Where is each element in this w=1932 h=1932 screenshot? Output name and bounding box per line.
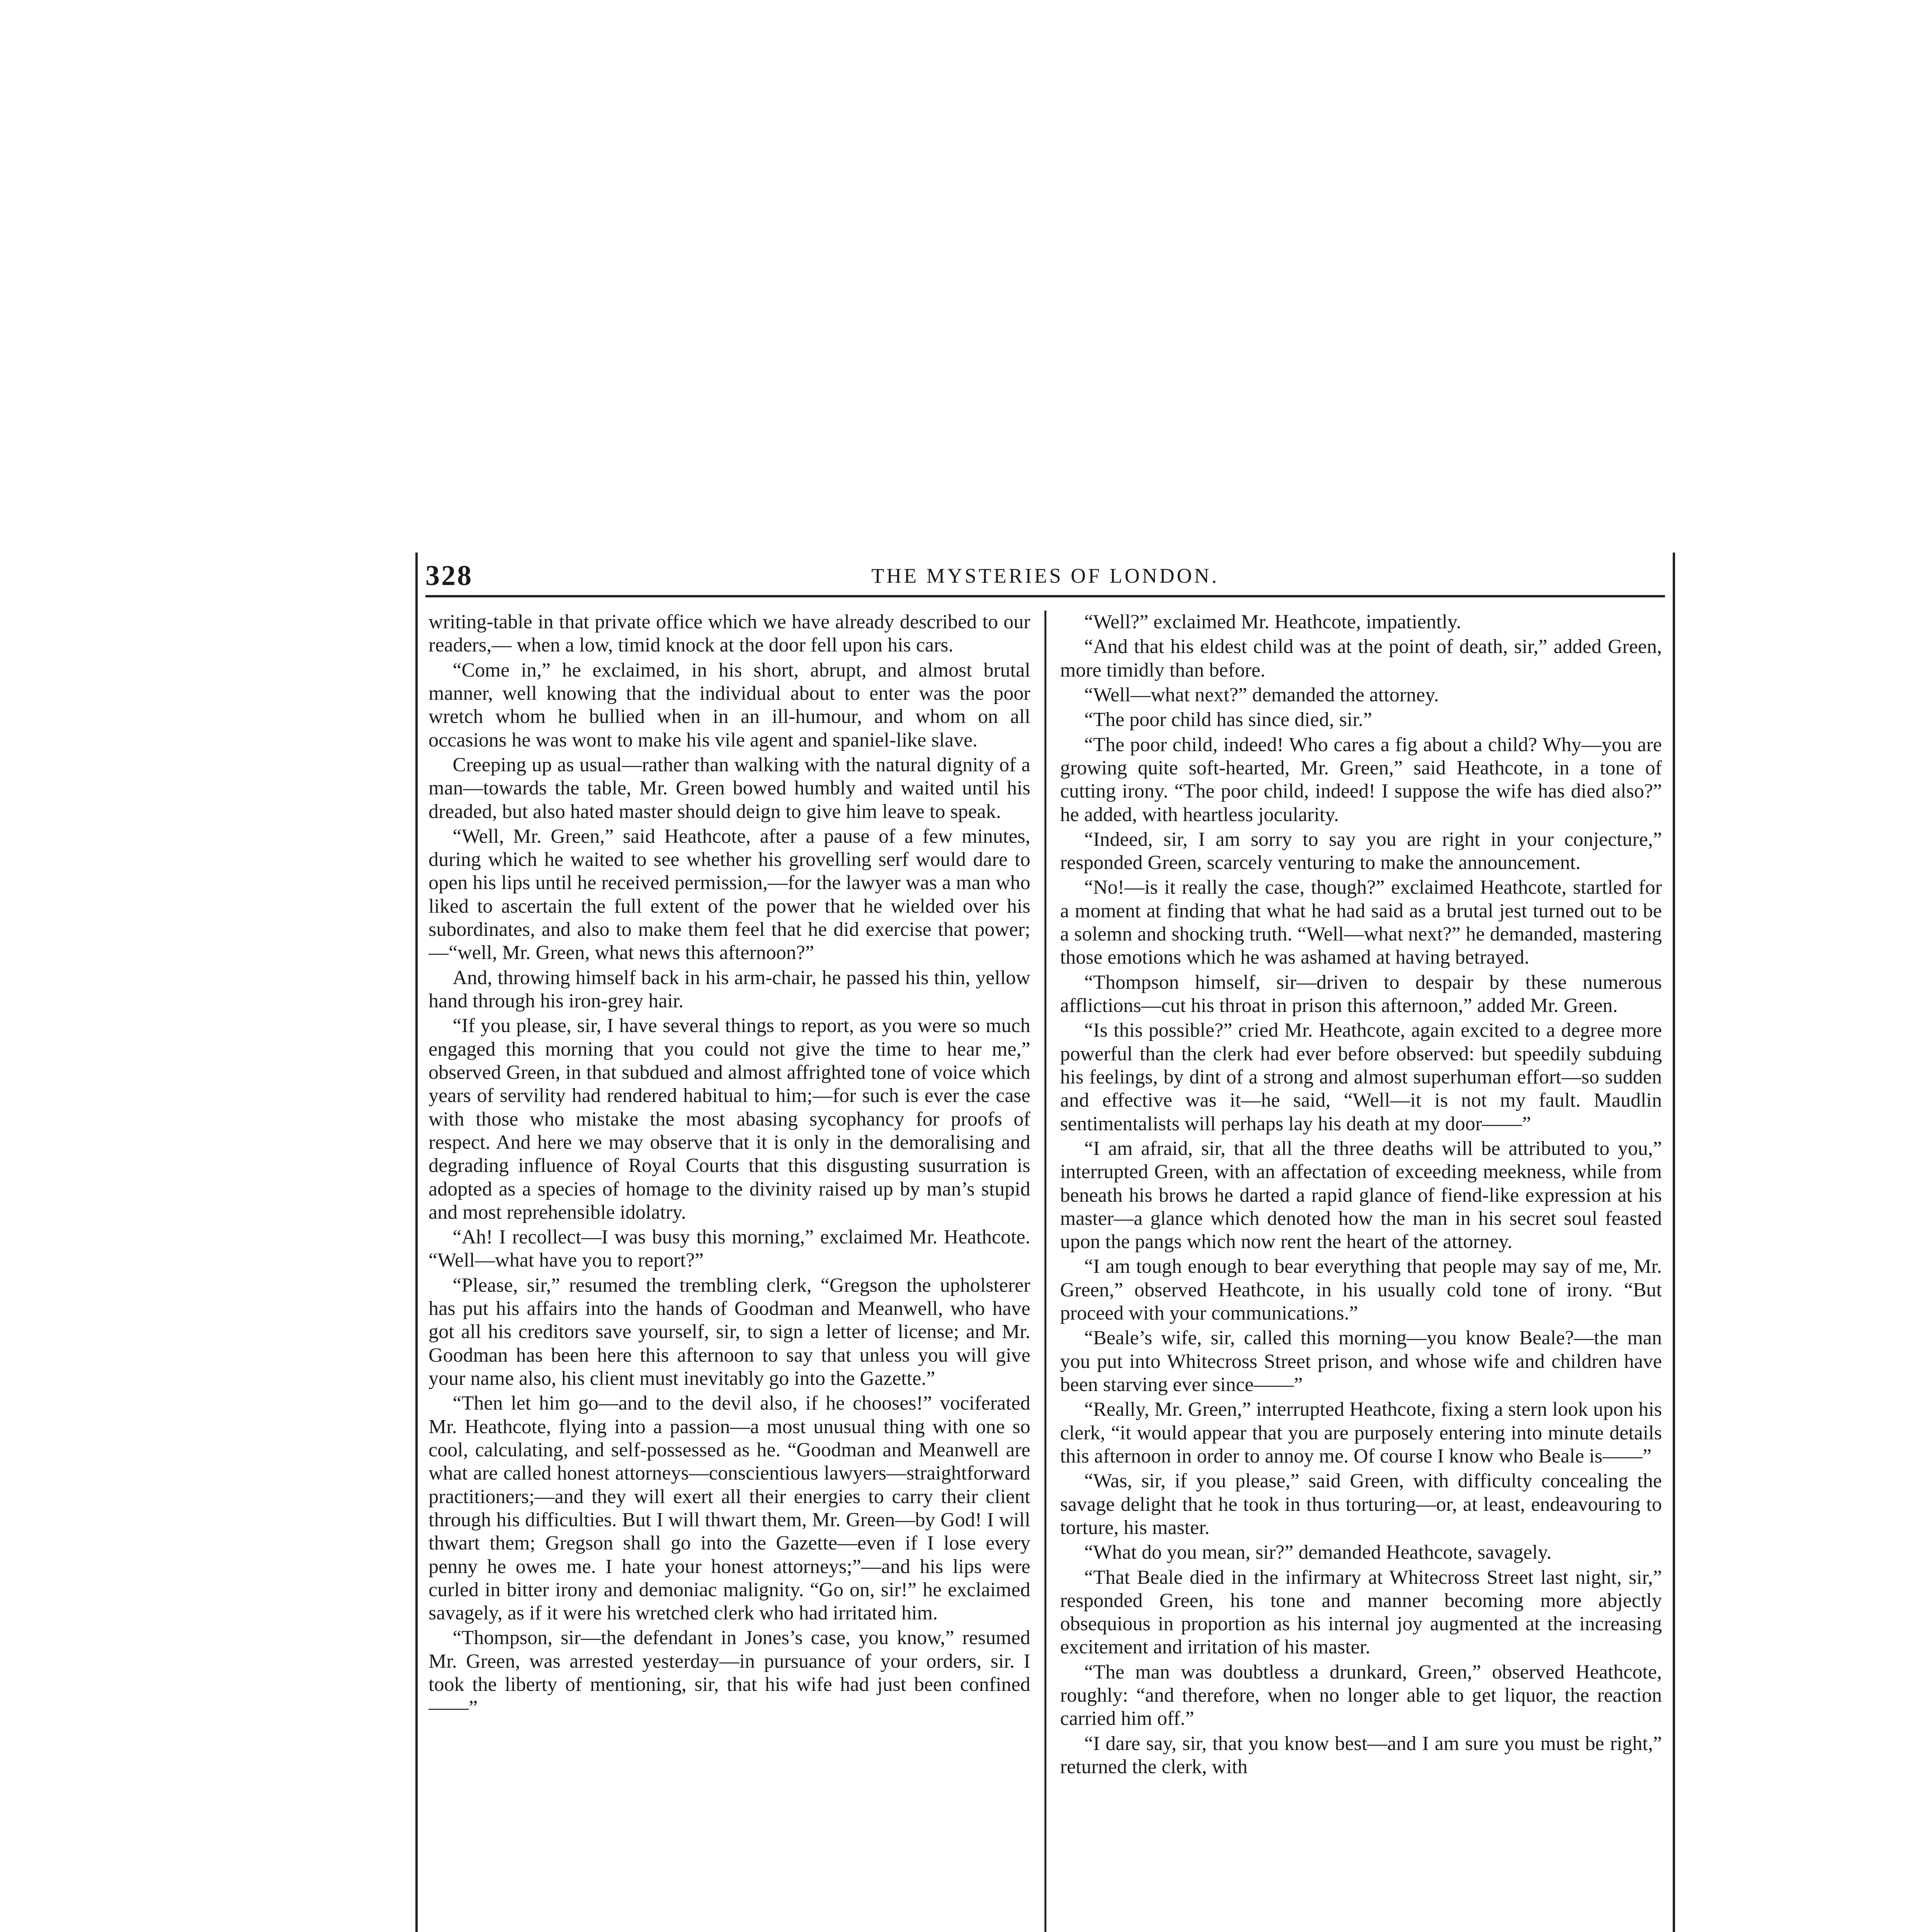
paragraph: “Was, sir, if you please,” said Green, with difficulty concealing the savage delight that he took in thus torturing—or, at least, endeavouring to torture, his master. <box>1060 1470 1662 1539</box>
paragraph: And, throwing himself back in his arm-chair, he passed his thin, yellow hand through his iron-grey hair. <box>429 966 1031 1012</box>
paragraph: “Then let him go—and to the devil also, if he chooses!” vociferated Mr. Heathcote, flying into a passion—a most unusual thing with one so cool, calculating, and self-possessed as he. “Goodman and Meanwell are what are called honest attorneys—conscientious lawyers—straightforward practitioners;—and they will exert all their energies to carry their client through his difficulties. But I will thwart them, Mr. Green—by God! I will thwart them; Gregson shall go into the Gazette—even if I lose every penny he owes me. I hate your honest attorneys;”—and his lips were curled in bitter irony and demoniac malignity. “Go on, sir!” he exclaimed savagely, as if it were his wretched clerk who had irritated him. <box>429 1392 1031 1624</box>
paragraph: “Thompson himself, sir—driven to despair by these numerous afflictions—cut his throat in prison this afternoon,” added Mr. Green. <box>1060 971 1662 1017</box>
paragraph: “Really, Mr. Green,” interrupted Heathcote, fixing a stern look upon his clerk, “it would appear that you are purposely entering into minute details this afternoon in order to annoy me. Of course I know who Beale is——” <box>1060 1398 1662 1467</box>
paragraph: “Indeed, sir, I am sorry to say you are right in your conjecture,” responded Green, scarcely venturing to make the announcement. <box>1060 828 1662 874</box>
text-columns <box>429 611 1662 1932</box>
paragraph: Creeping up as usual—rather than walking with the natural dignity of a man—towards the table, Mr. Green bowed humbly and waited until his dreaded, but also hated master should deign to give him leave to speak. <box>429 753 1031 823</box>
paragraph: writing-table in that private office which we have already described to our readers,— when a low, timid knock at the door fell upon his cars. <box>429 611 1031 656</box>
paragraph: “I am afraid, sir, that all the three deaths will be attributed to you,” interrupted Green, with an affectation of exceeding meekness, while from beneath his brows he darted a rapid glance of fiend-like expression at his master—a glance which denoted how the man in his secret soul feasted upon the pangs which now rent the heart of the attorney. <box>1060 1137 1662 1253</box>
paragraph: “I dare say, sir, that you know best—and I am sure you must be right,” returned the clerk, with <box>1060 1732 1662 1778</box>
paragraph: “The poor child has since died, sir.” <box>1084 709 1372 731</box>
paragraph: “Is this possible?” cried Mr. Heathcote, again excited to a degree more powerful than the clerk had ever before observed: but speedily subduing his feelings, by dint of a strong and almost superhuman effort—so sudden and effective was it—he said, “Well—it is not my fault. Maudlin sentimentalists will perhaps lay his death at my door——” <box>1060 1019 1662 1135</box>
running-title: THE MYSTERIES OF LONDON. <box>871 564 1219 587</box>
paragraph: “The man was doubtless a drunkard, Green,” observed Heathcote, roughly: “and therefore, when no longer able to get liquor, the reaction carried him off.” <box>1060 1661 1662 1730</box>
running-header <box>425 556 1665 597</box>
paragraph: “What do you mean, sir?” demanded Heathcote, savagely. <box>1084 1541 1552 1564</box>
left-column <box>429 611 1044 1932</box>
paragraph: “Thompson, sir—the defendant in Jones’s case, you know,” resumed Mr. Green, was arrested yesterday—in pursuance of your orders, sir. I took the liberty of mentioning, sir, that his wife had just been confined——” <box>429 1627 1031 1719</box>
paragraph: “If you please, sir, I have several things to report, as you were so much engaged this morning that you could not give the time to hear me,” observed Green, in that subdued and almost affrighted tone of voice which years of servility had rendered habitual to him;—for such is ever the case with those who mistake the most abasing sycophancy for proofs of respect. And here we may observe that it is only in the demoralising and degrading influence of Royal Courts that this disgusting susurration is adopted as a species of homage to the divinity raised up by man’s stupid and most reprehensible idolatry. <box>429 1015 1031 1223</box>
paragraph: “Well?” exclaimed Mr. Heathcote, impatiently. <box>1084 611 1461 633</box>
book-page <box>415 553 1675 1932</box>
paragraph: “Well—what next?” demanded the attorney. <box>1084 684 1439 706</box>
paragraph: “That Beale died in the infirmary at Whitecross Street last night, sir,” responded Green, his tone and manner becoming more abjectly obsequious in proportion as his internal joy augmented at the increasing excitement and irritation of his master. <box>1060 1566 1662 1658</box>
right-column <box>1044 611 1662 1932</box>
page-number: 328 <box>425 560 473 592</box>
paragraph: “Ah! I recollect—I was busy this morning,” exclaimed Mr. Heathcote. “Well—what have you to report?” <box>429 1226 1031 1272</box>
paragraph: “I am tough enough to bear everything that people may say of me, Mr. Green,” observed Heathcote, in his usually cold tone of irony. “But proceed with your communications.” <box>1060 1255 1662 1325</box>
paragraph: “Come in,” he exclaimed, in his short, abrupt, and almost brutal manner, well knowing that the individual about to enter was the poor wretch whom he bullied when in an ill-humour, and whom on all occasions he was wont to make his vile agent and spaniel-like slave. <box>429 659 1031 751</box>
paragraph: “Please, sir,” resumed the trembling clerk, “Gregson the upholsterer has put his affairs into the hands of Goodman and Meanwell, who have got all his creditors save yourself, sir, to sign a letter of license; and Mr. Goodman has been here this afternoon to say that unless you will give your name also, his client must inevitably go into the Gazette.” <box>429 1274 1031 1389</box>
paragraph: “The poor child, indeed! Who cares a fig about a child? Why—you are growing quite soft-hearted, Mr. Green,” said Heathcote, in a tone of cutting irony. “The poor child, indeed! I suppose the wife has died also?” he added, with heartless jocularity. <box>1060 733 1662 826</box>
paragraph: “And that his eldest child was at the point of death, sir,” added Green, more timidly than before. <box>1060 636 1662 681</box>
paragraph: “Beale’s wife, sir, called this morning—you know Beale?—the man you put into Whitecross Street prison, and whose wife and children have been starving ever since——” <box>1060 1327 1662 1396</box>
paragraph: “No!—is it really the case, though?” exclaimed Heathcote, startled for a moment at finding that what he had said as a brutal jest turned out to be a solemn and shocking truth. “Well—what next?” he demanded, mastering those emotions which he was ashamed at having betrayed. <box>1060 876 1662 969</box>
paragraph: “Well, Mr. Green,” said Heathcote, after a pause of a few minutes, during which he waited to see whether his grovelling serf would dare to open his lips until he received permission,—for the lawyer was a man who liked to ascertain the full extent of the power that he wielded over his subordinates, and also to make them feel that he did exercise that power;—“well, Mr. Green, what news this afternoon?” <box>429 825 1031 964</box>
